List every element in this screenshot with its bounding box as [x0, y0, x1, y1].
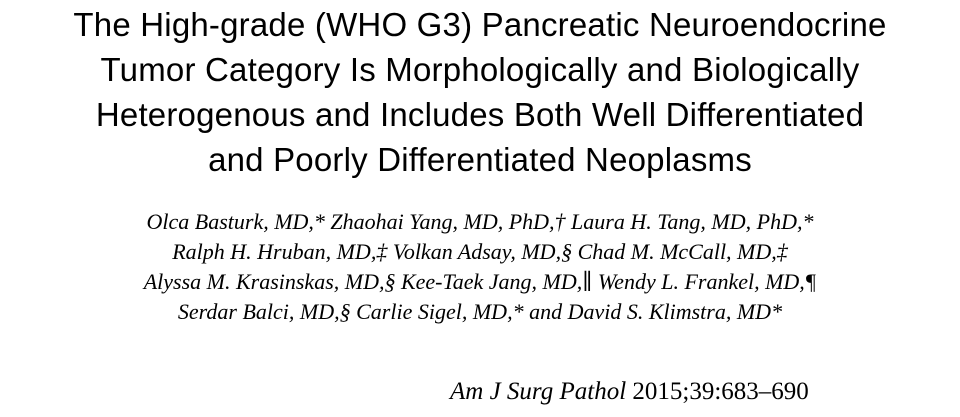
author-list	[0, 207, 960, 327]
title-line: Tumor Category Is Morphologically and Biologically	[100, 51, 860, 88]
journal-citation	[450, 377, 809, 407]
title-line: The High-grade (WHO G3) Pancreatic Neuroendocrine	[73, 6, 887, 43]
author-line: Olca Basturk, MD,* Zhaohai Yang, MD, PhD,† Laura H. Tang, MD, PhD,*	[146, 209, 814, 234]
citation-details: 2015;39:683–690	[632, 378, 809, 405]
title-line: Heterogenous and Includes Both Well Differentiated	[95, 96, 865, 133]
paper-title	[0, 2, 960, 182]
author-line: Alyssa M. Krasinskas, MD,§ Kee-Taek Jang, MD,∥ Wendy L. Frankel, MD,¶	[143, 269, 817, 294]
title-line: and Poorly Differentiated Neoplasms	[208, 141, 752, 178]
author-line: Ralph H. Hruban, MD,‡ Volkan Adsay, MD,§ Chad M. McCall, MD,‡	[172, 239, 788, 264]
journal-name: Am J Surg Pathol	[450, 378, 627, 405]
author-line: Serdar Balci, MD,§ Carlie Sigel, MD,* and David S. Klimstra, MD*	[177, 299, 783, 324]
